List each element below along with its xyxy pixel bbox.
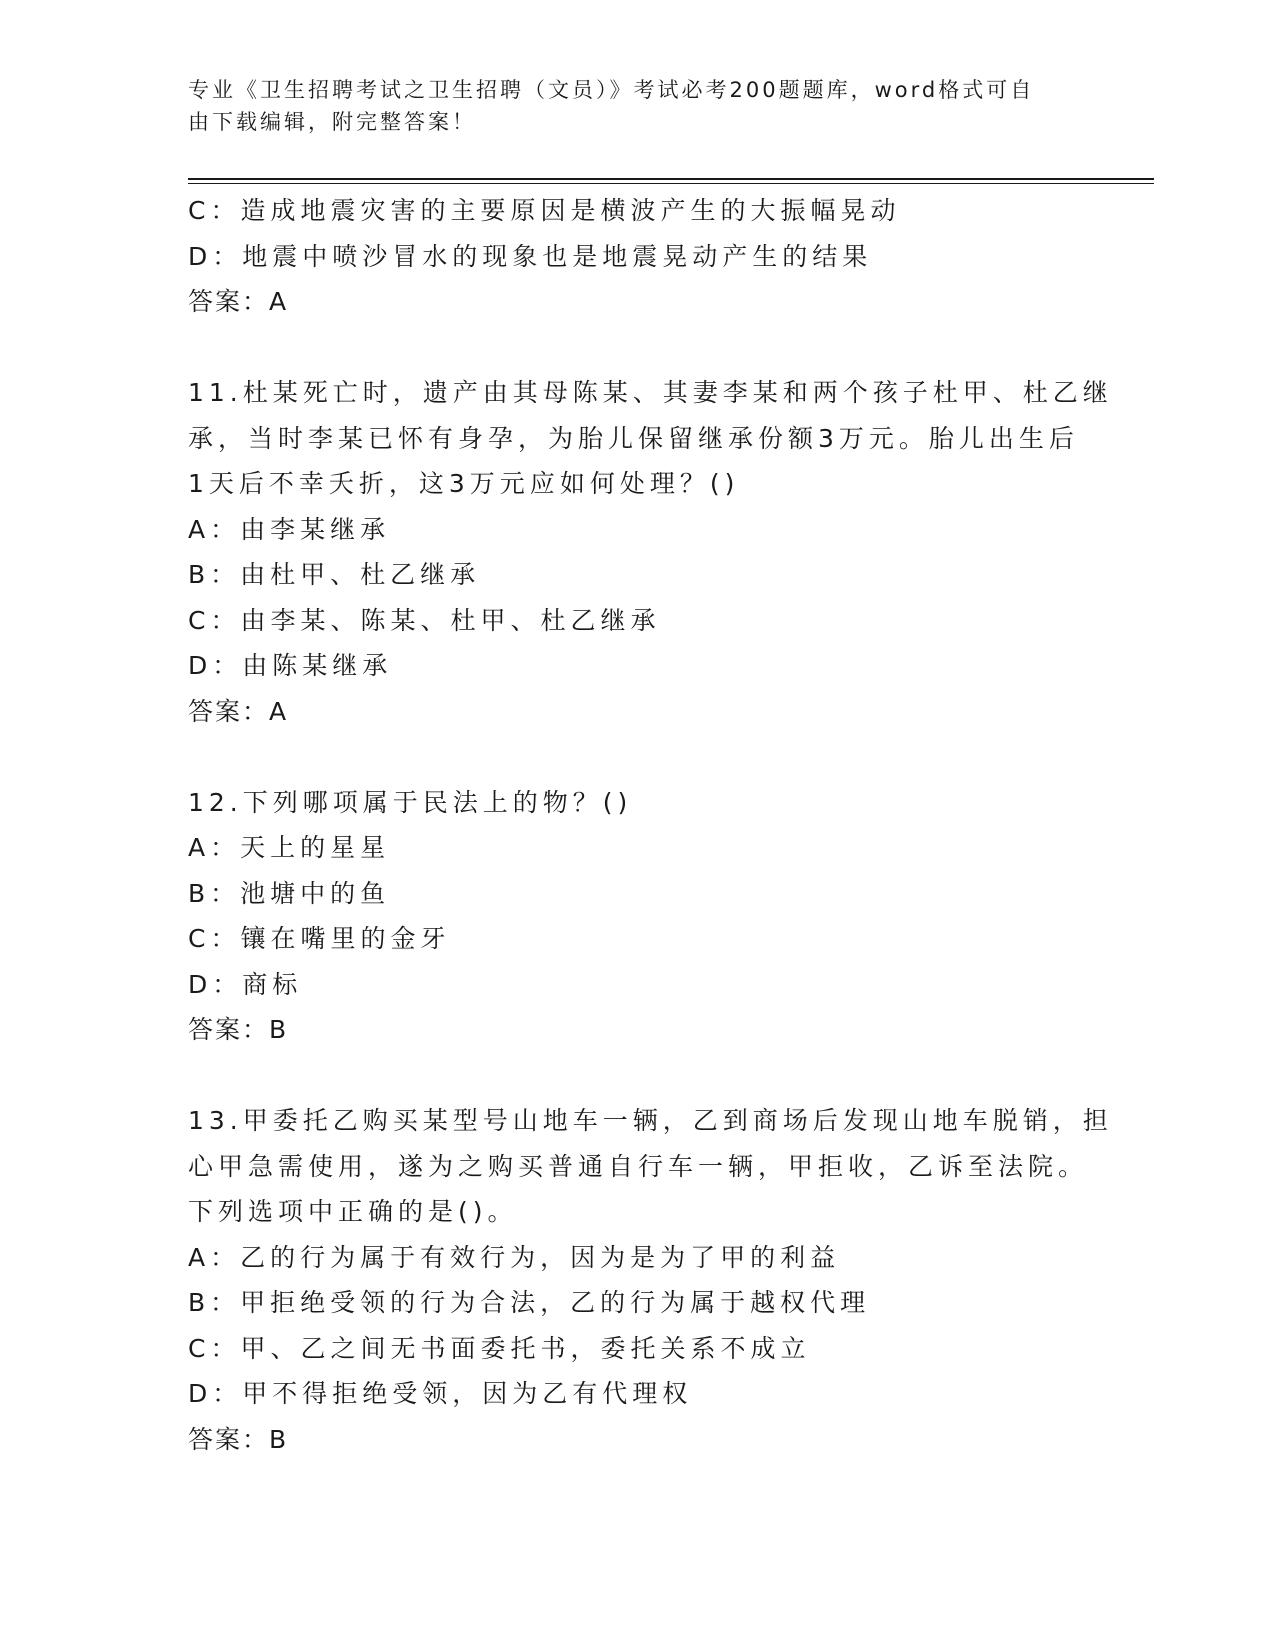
- option-b: B：池塘中的鱼: [188, 878, 391, 908]
- header-divider-thick: [188, 178, 1154, 180]
- header-line-1: 专业《卫生招聘考试之卫生招聘（文员）》考试必考200题题库，word格式可自: [188, 78, 1035, 102]
- option-d: D：商标: [188, 969, 303, 999]
- question-11: [188, 370, 1113, 734]
- question-stem-line: 12.下列哪项属于民法上的物？(): [188, 787, 633, 817]
- option-c: C：甲、乙之间无书面委托书，委托关系不成立: [188, 1333, 811, 1363]
- spacer: [188, 325, 1088, 371]
- option-c: C：造成地震灾害的主要原因是横波产生的大振幅晃动: [188, 196, 901, 225]
- question-content: [188, 188, 1113, 1462]
- option-c: C：由李某、陈某、杜甲、杜乙继承: [188, 605, 661, 635]
- option-d: D：甲不得拒绝受领，因为乙有代理权: [188, 1379, 693, 1408]
- header-line-2: 由下载编辑，附完整答案！: [188, 110, 476, 134]
- question-12: [188, 780, 1088, 1053]
- prev-question-block: [188, 188, 1088, 325]
- spacer: [188, 734, 1088, 780]
- option-c: C：镶在嘴里的金牙: [188, 924, 451, 953]
- option-a: A：天上的星星: [188, 833, 391, 862]
- question-stem-line: 11.杜某死亡时，遗产由其母陈某、其妻李某和两个孩子杜甲、杜乙继: [188, 378, 1113, 407]
- option-b: B：由杜甲、杜乙继承: [188, 560, 481, 589]
- question-stem-line: 下列选项中正确的是()。: [188, 1197, 518, 1226]
- answer-line: 答案：B: [188, 1015, 289, 1044]
- spacer: [188, 1053, 1088, 1099]
- question-13: [188, 1098, 1113, 1462]
- option-a: A：乙的行为属于有效行为，因为是为了甲的利益: [188, 1242, 841, 1272]
- question-stem-line: 13.甲委托乙购买某型号山地车一辆，乙到商场后发现山地车脱销，担: [188, 1106, 1113, 1135]
- question-stem-line: 心甲急需使用，遂为之购买普通自行车一辆，甲拒收，乙诉至法院。: [188, 1151, 1089, 1181]
- answer-line: 答案：A: [188, 287, 289, 316]
- option-a: A：由李某继承: [188, 514, 391, 544]
- option-b: B：甲拒绝受领的行为合法，乙的行为属于越权代理: [188, 1288, 871, 1317]
- header-divider-thin: [188, 183, 1154, 184]
- option-d: D：由陈某继承: [188, 651, 393, 680]
- answer-line: 答案：B: [188, 1424, 289, 1454]
- question-stem-line: 承，当时李某已怀有身孕，为胎儿保留继承份额3万元。胎儿出生后: [188, 423, 1079, 453]
- document-header: [188, 74, 1078, 138]
- answer-line: 答案：A: [188, 696, 289, 726]
- option-d: D：地震中喷沙冒水的现象也是地震晃动产生的结果: [188, 241, 873, 271]
- question-stem-line: 1天后不幸夭折，这3万元应如何处理？(): [188, 469, 740, 498]
